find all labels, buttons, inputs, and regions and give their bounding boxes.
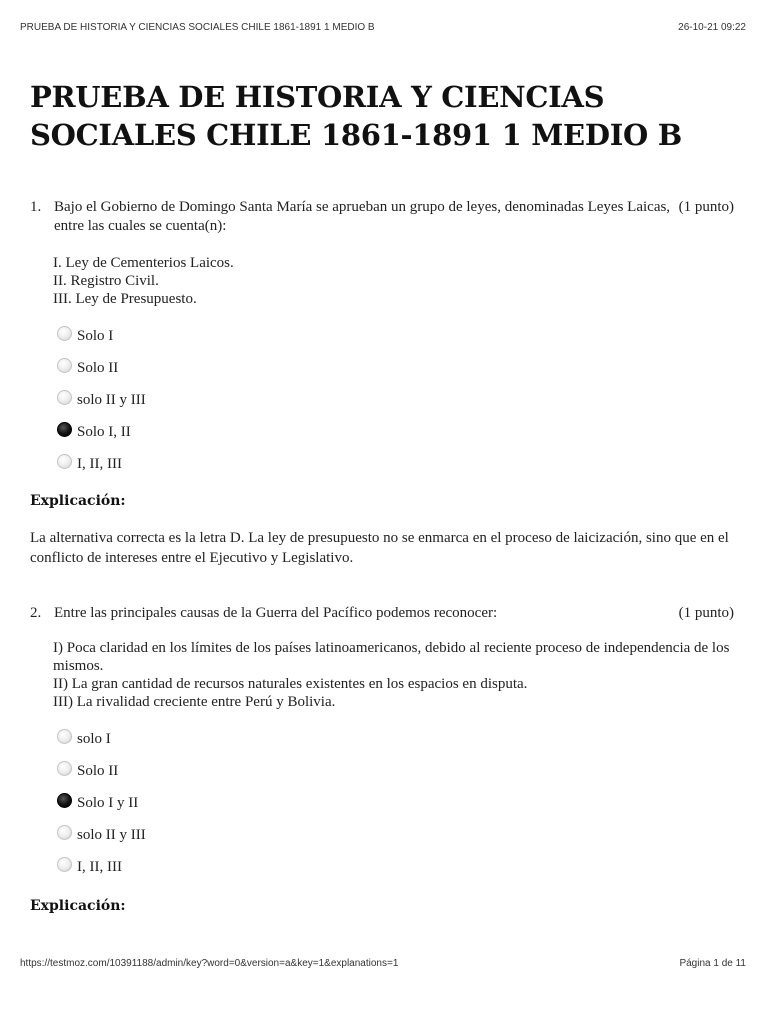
option-label: solo II y III xyxy=(77,826,146,843)
question-number: 1. xyxy=(30,199,42,215)
print-footer xyxy=(20,958,746,969)
explanation-heading: Explicación: xyxy=(30,493,126,509)
option-e[interactable] xyxy=(57,851,734,883)
option-label: Solo II xyxy=(77,359,119,376)
radio-button[interactable] xyxy=(57,825,72,840)
question-2 xyxy=(30,604,734,883)
radio-button[interactable] xyxy=(57,729,72,744)
answer-options xyxy=(57,320,734,480)
question-text: Bajo el Gobierno de Domingo Santa María se aprueban un grupo de leyes, denominadas Leyes Laicas, entre las cuales se cuenta(n): xyxy=(54,199,671,234)
radio-button[interactable] xyxy=(57,390,72,405)
option-label: solo I xyxy=(77,730,111,747)
statement: I) Poca claridad en los límites de los países latinoamericanos, debido al reciente proceso de independencia de los mismos. xyxy=(53,640,730,674)
option-c[interactable] xyxy=(57,384,734,416)
option-label: Solo II xyxy=(77,762,119,779)
question-text: Entre las principales causas de la Guerra del Pacífico podemos reconocer: xyxy=(54,605,498,621)
statement: III) La rivalidad creciente entre Perú y Bolivia. xyxy=(53,694,336,710)
option-label: solo II y III xyxy=(77,391,146,408)
explanation-text: La alternativa correcta es la letra D. La ley de presupuesto no se enmarca en el proceso de laicización, sino que en el conflicto de intereses entre el Ejecutivo y Legislativo. xyxy=(30,530,729,566)
question-points: (1 punto) xyxy=(678,199,734,215)
statement: II) La gran cantidad de recursos naturales existentes en los espacios en disputa. xyxy=(53,676,528,692)
option-a[interactable] xyxy=(57,320,734,352)
statement: II. Registro Civil. xyxy=(53,273,159,289)
statement-list xyxy=(53,254,734,308)
option-b[interactable] xyxy=(57,352,734,384)
statement: I. Ley de Cementerios Laicos. xyxy=(53,255,234,271)
option-b[interactable] xyxy=(57,755,734,787)
radio-button[interactable] xyxy=(57,761,72,776)
question-header xyxy=(30,604,734,623)
radio-button[interactable] xyxy=(57,857,72,872)
option-label: Solo I xyxy=(77,327,114,344)
statement: III. Ley de Presupuesto. xyxy=(53,291,197,307)
answer-options xyxy=(57,723,734,883)
question-number: 2. xyxy=(30,605,42,621)
print-footer-url: https://testmoz.com/10391188/admin/key?word=0&version=a&key=1&explanations=1 xyxy=(20,958,399,969)
question-header xyxy=(30,198,734,236)
radio-button[interactable] xyxy=(57,326,72,341)
option-d[interactable] xyxy=(57,819,734,851)
option-label: I, II, III xyxy=(77,455,122,472)
option-a[interactable] xyxy=(57,723,734,755)
option-d[interactable] xyxy=(57,416,734,448)
print-header xyxy=(20,22,746,33)
option-c[interactable] xyxy=(57,787,734,819)
radio-button-selected[interactable] xyxy=(57,422,72,437)
print-header-title: PRUEBA DE HISTORIA Y CIENCIAS SOCIALES CHILE 1861-1891 1 MEDIO B xyxy=(20,22,375,33)
page-title: PRUEBA DE HISTORIA Y CIENCIAS SOCIALES CHILE 1861-1891 1 MEDIO B xyxy=(30,80,682,152)
question-1 xyxy=(30,198,734,480)
option-label: Solo I, II xyxy=(77,423,131,440)
radio-button-selected[interactable] xyxy=(57,793,72,808)
page-number: Página 1 de 11 xyxy=(679,958,746,969)
radio-button[interactable] xyxy=(57,454,72,469)
question-points: (1 punto) xyxy=(678,605,734,621)
option-e[interactable] xyxy=(57,448,734,480)
option-label: I, II, III xyxy=(77,858,122,875)
statement-list xyxy=(53,639,734,711)
option-label: Solo I y II xyxy=(77,794,139,811)
explanation-heading: Explicación: xyxy=(30,898,126,914)
radio-button[interactable] xyxy=(57,358,72,373)
print-header-datetime: 26-10-21 09:22 xyxy=(678,22,746,33)
